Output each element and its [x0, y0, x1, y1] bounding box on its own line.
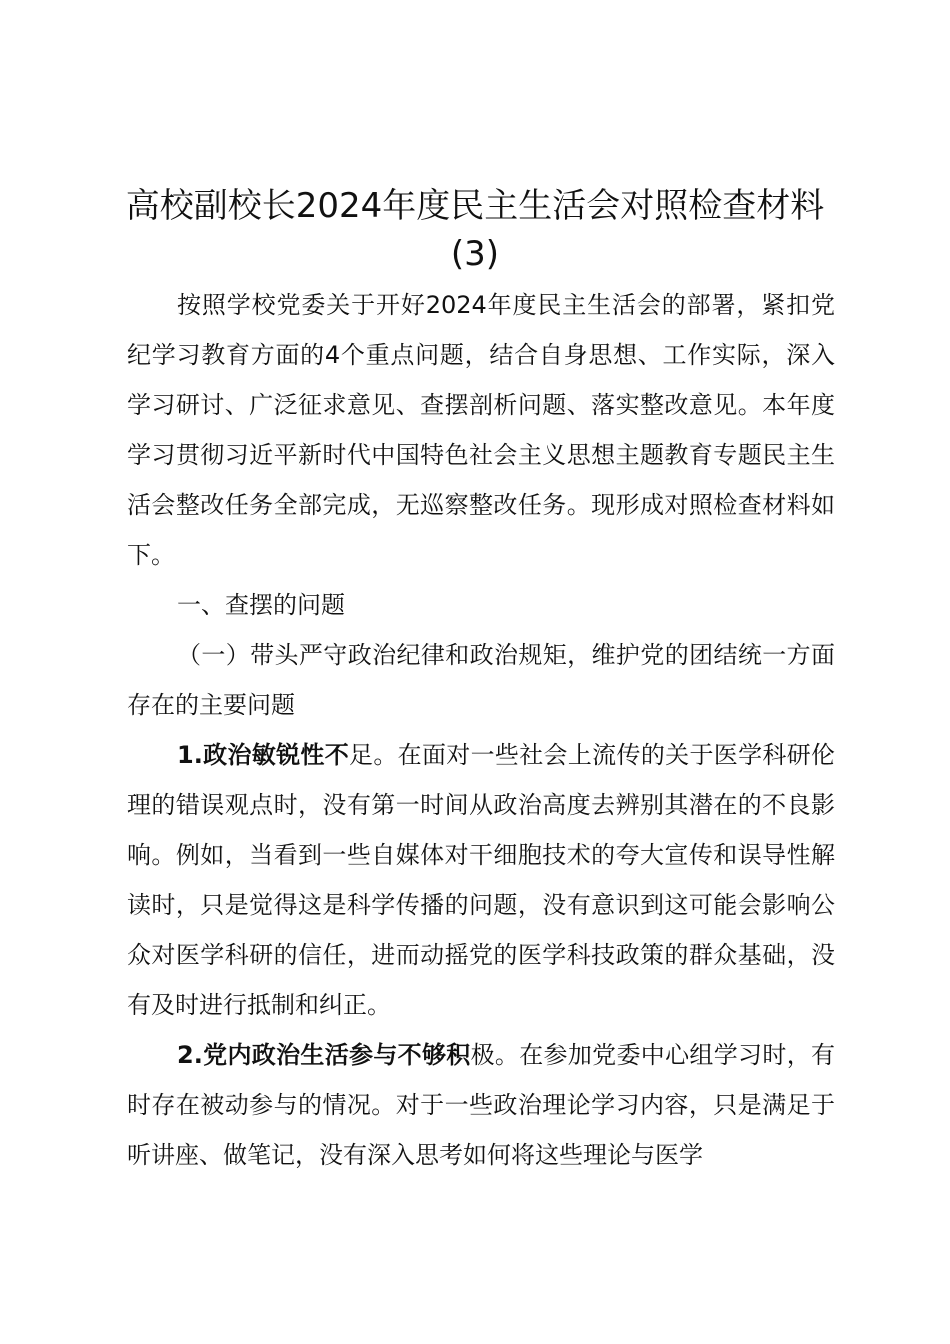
item-1-text: 在面对一些社会上流传的关于医学科研伦理的错误观点时，没有第一时间从政治高度去辨别其潜在的不良影响。例如，当看到一些自媒体对干细胞技术的夸大宣传和误导性解读时，只是觉得这是科学传播的问题，没有意识到这可能会影响公众对医学科研的信任，进而动摇党的医学科技政策的群众基础，没有及时进行抵制和纠正。 — [127, 741, 836, 1019]
intro-paragraph: 按照学校党委关于开好2024年度民主生活会的部署，紧扣党纪学习教育方面的4个重点问题，结合自身思想、工作实际，深入学习研讨、广泛征求意见、查摆剖析问题、落实整改意见。本年度学习贯彻习近平新时代中国特色社会主义思想主题教育专题民主生活会整改任务全部完成，无巡察整改任务。现形成对照检查材料如下。 — [127, 291, 835, 569]
item-2-text: 在参加党委中心组学习时，有时存在被动参与的情况。对于一些政治理论学习内容，只是满足于听讲座、做笔记，没有深入思考如何将这些理论与医学 — [127, 1041, 836, 1169]
item-2-heading-rest: 极。 — [470, 1041, 520, 1069]
item-1-heading: 1.政治敏锐性不 — [177, 741, 350, 769]
item-2-paragraph — [127, 1030, 835, 1180]
item-1-heading-rest: 足。 — [349, 741, 398, 769]
subsection-heading: （一）带头严守政治纪律和政治规矩，维护党的团结统一方面存在的主要问题 — [127, 641, 835, 719]
item-2-heading: 2.党内政治生活参与不够积 — [177, 1041, 471, 1069]
item-1-paragraph — [127, 730, 835, 1030]
section-heading: 一、查摆的问题 — [177, 591, 345, 619]
document-title: 高校副校长2024年度民主生活会对照检查材料(3) — [125, 186, 825, 274]
